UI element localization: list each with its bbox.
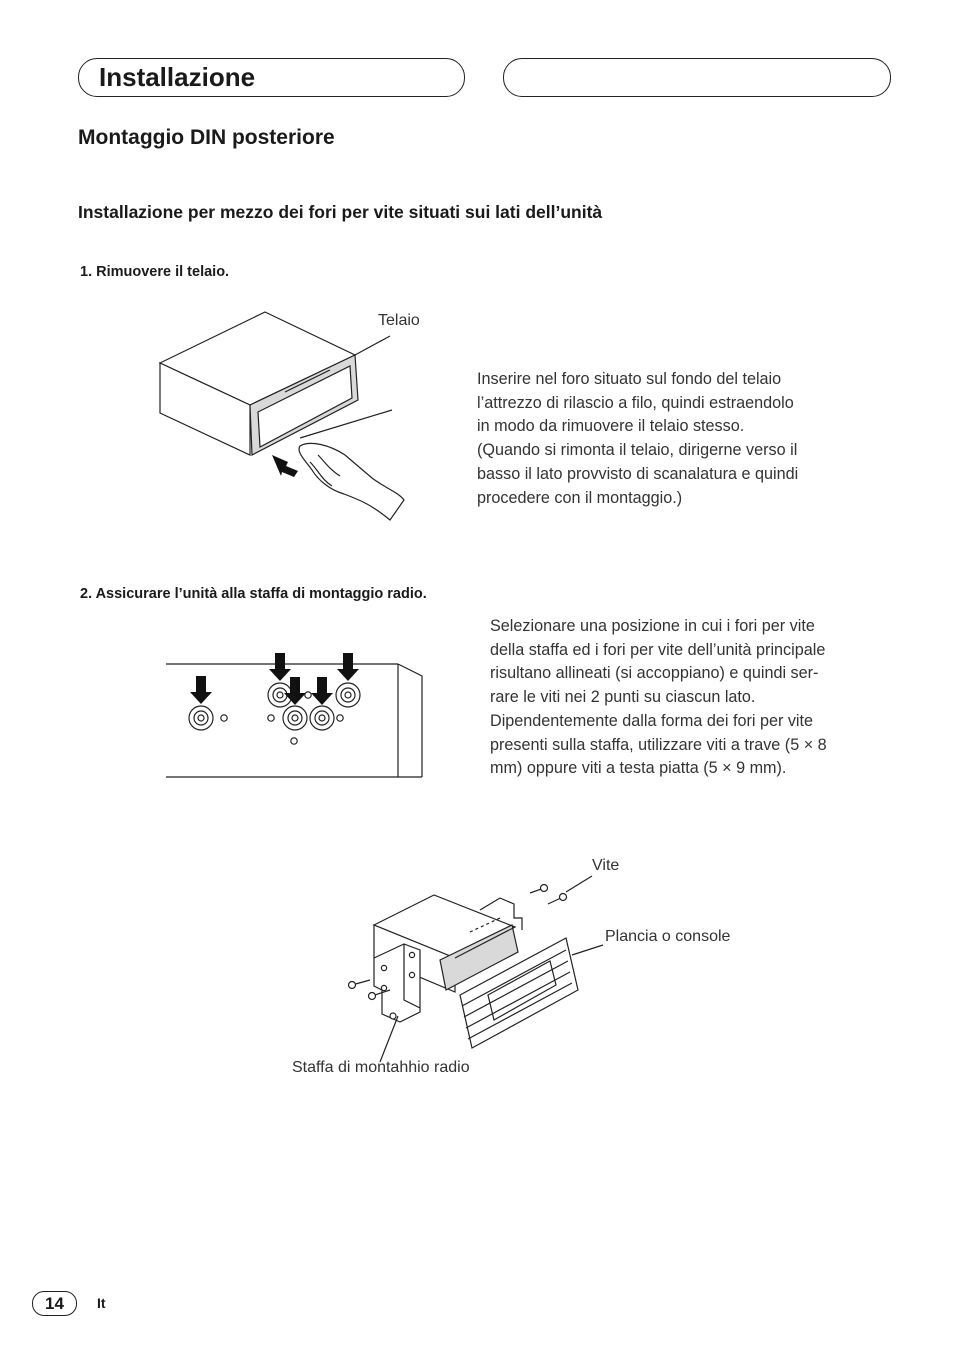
step2-line: rare le viti nei 2 punti su ciascun lato. (490, 688, 756, 707)
step2-line: mm) oppure viti a testa piatta (5 × 9 mm). (490, 759, 787, 778)
telaio-label: Telaio (378, 312, 420, 329)
step2-line: Selezionare una posizione in cui i fori per vite (490, 617, 815, 635)
step1-line: basso il lato provvisto di scanalatura e quindi (477, 464, 799, 483)
staffa-label: Staffa di montahhio radio (292, 1059, 470, 1076)
step1-line: Inserire nel foro situato sul fondo del telaio (477, 370, 782, 388)
section-title: Installazione (99, 62, 256, 92)
step1-line: procedere con il montaggio.) (477, 488, 683, 507)
plancia-label: Plancia o console (605, 928, 731, 945)
step2-line: Dipendentemente dalla forma dei fori per vite (490, 711, 814, 730)
step1-line: in modo da rimuovere il telaio stesso. (477, 417, 745, 436)
step2-line: della staffa ed i fori per vite dell’unità principale (490, 640, 826, 659)
language-code: It (97, 1295, 106, 1311)
page-heading: Montaggio DIN posteriore (78, 126, 335, 149)
page-number-pill (32, 1291, 77, 1316)
vite-label: Vite (592, 857, 620, 874)
page-number: 14 (45, 1294, 64, 1313)
page-subheading: Installazione per mezzo dei fori per vite situati sui lati dell’unità (78, 202, 603, 222)
step2-line: risultano allineati (si accoppiano) e quindi ser- (490, 664, 819, 683)
step1-title: 1. Rimuovere il telaio. (80, 264, 230, 280)
screw (548, 894, 567, 905)
step1-line: l’attrezzo di rilascio a filo, quindi estraendolo (477, 393, 794, 412)
step1-line: (Quando si rimonta il telaio, dirigerne verso il (477, 441, 798, 460)
step2-title: 2. Assicurare l’unità alla staffa di montaggio radio. (80, 586, 427, 602)
step2-line: presenti sulla staffa, utilizzare viti a trave (5 × 8 (490, 735, 827, 754)
screw (530, 885, 548, 894)
screw (349, 980, 371, 989)
